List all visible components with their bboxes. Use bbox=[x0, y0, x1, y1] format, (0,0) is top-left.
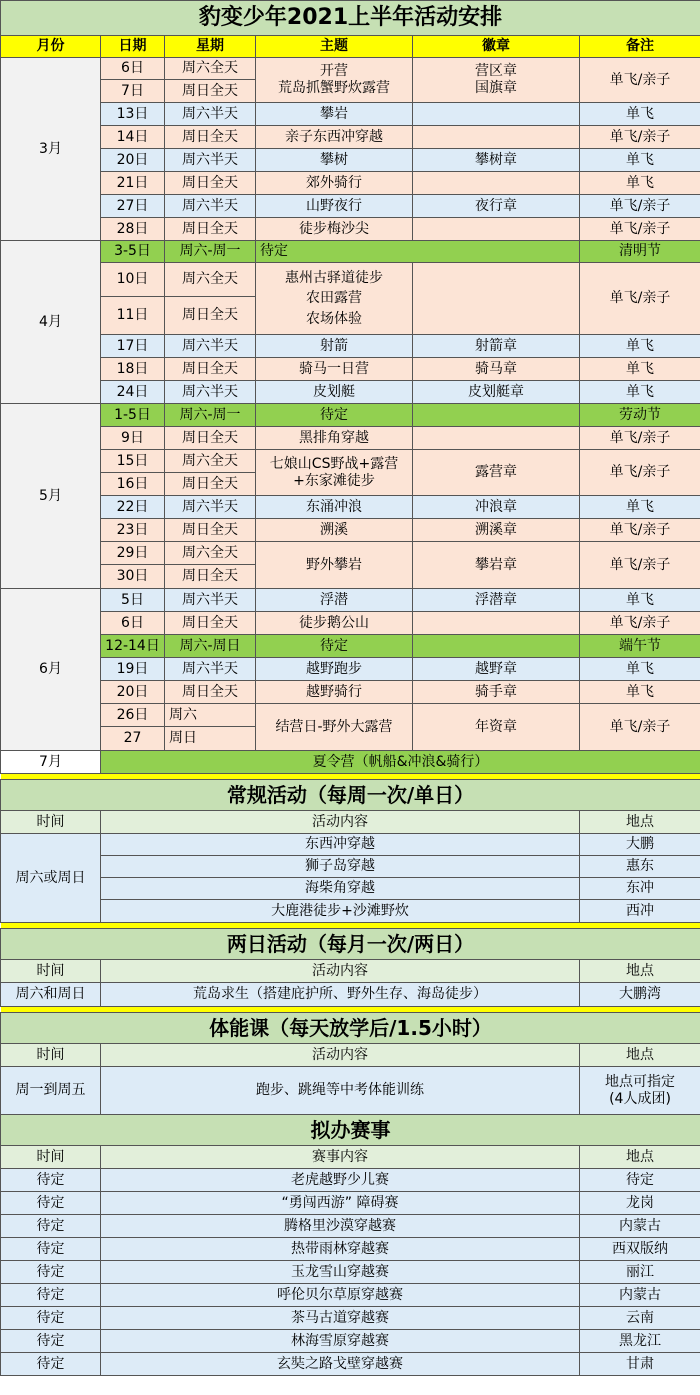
note-cell: 单飞 bbox=[580, 589, 700, 612]
place-cell: 大鹏湾 bbox=[580, 983, 700, 1007]
date-cell: 26日 bbox=[101, 704, 165, 727]
header-weekday: 星期 bbox=[165, 36, 256, 58]
date-cell: 18日 bbox=[101, 358, 165, 381]
date-cell: 29日 bbox=[101, 542, 165, 565]
header-time: 时间 bbox=[1, 1146, 101, 1169]
badge-cell: 骑手章 bbox=[413, 681, 580, 704]
weekday-cell: 周六全天 bbox=[165, 263, 256, 297]
badge-cell: 骑马章 bbox=[413, 358, 580, 381]
month-cell: 6月 bbox=[1, 589, 101, 751]
note-cell: 单飞/亲子 bbox=[580, 263, 700, 335]
badge-cell: 营区章 国旗章 bbox=[413, 58, 580, 103]
content-cell: 腾格里沙漠穿越赛 bbox=[101, 1215, 580, 1238]
place-cell: 东冲 bbox=[580, 878, 700, 900]
note-cell: 单飞/亲子 bbox=[580, 126, 700, 149]
weekday-cell: 周六半天 bbox=[165, 496, 256, 519]
badge-cell: 攀岩章 bbox=[413, 542, 580, 589]
date-cell: 23日 bbox=[101, 519, 165, 542]
badge-cell: 皮划艇章 bbox=[413, 381, 580, 404]
weekday-cell: 周六半天 bbox=[165, 335, 256, 358]
section-title: 两日活动（每月一次/两日） bbox=[1, 929, 700, 960]
theme-cell: 徒步梅沙尖 bbox=[256, 218, 413, 241]
time-cell: 待定 bbox=[1, 1215, 101, 1238]
badge-cell: 溯溪章 bbox=[413, 519, 580, 542]
content-cell: 茶马古道穿越赛 bbox=[101, 1307, 580, 1330]
weekday-cell: 周日全天 bbox=[165, 519, 256, 542]
place-cell: 黑龙江 bbox=[580, 1330, 700, 1353]
place-cell: 内蒙古 bbox=[580, 1284, 700, 1307]
date-cell: 14日 bbox=[101, 126, 165, 149]
theme-cell: 攀岩 bbox=[256, 103, 413, 126]
weekday-cell: 周日 bbox=[165, 727, 256, 751]
weekday-cell: 周日全天 bbox=[165, 681, 256, 704]
theme-cell: 待定 bbox=[256, 241, 580, 263]
header-date: 日期 bbox=[101, 36, 165, 58]
date-cell: 30日 bbox=[101, 565, 165, 589]
header-content: 活动内容 bbox=[101, 1044, 580, 1067]
badge-cell: 射箭章 bbox=[413, 335, 580, 358]
theme-cell: 溯溪 bbox=[256, 519, 413, 542]
theme-cell: 皮划艇 bbox=[256, 381, 413, 404]
badge-cell bbox=[413, 427, 580, 450]
header-note: 备注 bbox=[580, 36, 700, 58]
weekday-cell: 周六半天 bbox=[165, 149, 256, 172]
weekday-cell: 周六半天 bbox=[165, 589, 256, 612]
note-cell: 单飞 bbox=[580, 381, 700, 404]
note-cell: 单飞 bbox=[580, 103, 700, 126]
theme-cell: 惠州古驿道徒步 农田露营 农场体验 bbox=[256, 263, 413, 335]
place-cell: 内蒙古 bbox=[580, 1215, 700, 1238]
weekday-cell: 周日全天 bbox=[165, 172, 256, 195]
time-cell: 待定 bbox=[1, 1330, 101, 1353]
weekday-cell: 周日全天 bbox=[165, 473, 256, 496]
date-cell: 1-5日 bbox=[101, 404, 165, 427]
theme-cell: 徒步鹅公山 bbox=[256, 612, 413, 635]
date-cell: 17日 bbox=[101, 335, 165, 358]
theme-cell: 郊外骑行 bbox=[256, 172, 413, 195]
time-cell: 待定 bbox=[1, 1353, 101, 1376]
content-cell: “勇闯西游” 障碍赛 bbox=[101, 1192, 580, 1215]
header-time: 时间 bbox=[1, 1044, 101, 1067]
date-cell: 7日 bbox=[101, 80, 165, 103]
badge-cell: 冲浪章 bbox=[413, 496, 580, 519]
content-cell: 海柴角穿越 bbox=[101, 878, 580, 900]
date-cell: 27日 bbox=[101, 195, 165, 218]
note-cell: 单飞/亲子 bbox=[580, 58, 700, 103]
weekday-cell: 周日全天 bbox=[165, 612, 256, 635]
time-cell: 待定 bbox=[1, 1169, 101, 1192]
date-cell: 27 bbox=[101, 727, 165, 751]
date-cell: 5日 bbox=[101, 589, 165, 612]
note-cell: 单飞/亲子 bbox=[580, 519, 700, 542]
badge-cell bbox=[413, 635, 580, 658]
date-cell: 12-14日 bbox=[101, 635, 165, 658]
summer-camp-cell: 夏令营（帆船&冲浪&骑行） bbox=[101, 751, 700, 774]
theme-cell: 野外攀岩 bbox=[256, 542, 413, 589]
weekday-cell: 周六全天 bbox=[165, 450, 256, 473]
header-place: 地点 bbox=[580, 1044, 700, 1067]
weekday-cell: 周六-周日 bbox=[165, 635, 256, 658]
place-cell: 惠东 bbox=[580, 856, 700, 878]
theme-cell: 射箭 bbox=[256, 335, 413, 358]
content-cell: 跑步、跳绳等中考体能训练 bbox=[101, 1067, 580, 1115]
time-cell: 待定 bbox=[1, 1192, 101, 1215]
content-cell: 荒岛求生（搭建庇护所、野外生存、海岛徒步） bbox=[101, 983, 580, 1007]
header-time: 时间 bbox=[1, 960, 101, 983]
header-content: 赛事内容 bbox=[101, 1146, 580, 1169]
date-cell: 13日 bbox=[101, 103, 165, 126]
content-cell: 狮子岛穿越 bbox=[101, 856, 580, 878]
weekday-cell: 周日全天 bbox=[165, 80, 256, 103]
date-cell: 24日 bbox=[101, 381, 165, 404]
header-content: 活动内容 bbox=[101, 960, 580, 983]
note-cell: 单飞/亲子 bbox=[580, 195, 700, 218]
date-cell: 16日 bbox=[101, 473, 165, 496]
note-cell: 端午节 bbox=[580, 635, 700, 658]
note-cell: 单飞/亲子 bbox=[580, 612, 700, 635]
section-title: 常规活动（每周一次/单日） bbox=[1, 780, 700, 811]
time-cell: 待定 bbox=[1, 1238, 101, 1261]
weekday-cell: 周六半天 bbox=[165, 381, 256, 404]
weekday-cell: 周六半天 bbox=[165, 658, 256, 681]
theme-cell: 山野夜行 bbox=[256, 195, 413, 218]
theme-cell: 攀树 bbox=[256, 149, 413, 172]
note-cell: 劳动节 bbox=[580, 404, 700, 427]
time-cell: 待定 bbox=[1, 1261, 101, 1284]
section-title: 体能课（每天放学后/1.5小时） bbox=[1, 1013, 700, 1044]
weekday-cell: 周六-周一 bbox=[165, 241, 256, 263]
content-cell: 老虎越野少儿赛 bbox=[101, 1169, 580, 1192]
content-cell: 大鹿港徒步+沙滩野炊 bbox=[101, 900, 580, 923]
weekday-cell: 周日全天 bbox=[165, 126, 256, 149]
date-cell: 19日 bbox=[101, 658, 165, 681]
weekday-cell: 周日全天 bbox=[165, 427, 256, 450]
content-cell: 热带雨林穿越赛 bbox=[101, 1238, 580, 1261]
theme-cell: 黑排角穿越 bbox=[256, 427, 413, 450]
content-cell: 东西冲穿越 bbox=[101, 834, 580, 856]
badge-cell bbox=[413, 126, 580, 149]
badge-cell bbox=[413, 218, 580, 241]
note-cell: 单飞 bbox=[580, 358, 700, 381]
weekday-cell: 周六全天 bbox=[165, 542, 256, 565]
theme-cell: 亲子东西冲穿越 bbox=[256, 126, 413, 149]
note-cell: 单飞 bbox=[580, 149, 700, 172]
date-cell: 22日 bbox=[101, 496, 165, 519]
header-place: 地点 bbox=[580, 811, 700, 834]
badge-cell bbox=[413, 103, 580, 126]
date-cell: 15日 bbox=[101, 450, 165, 473]
time-cell: 周六和周日 bbox=[1, 983, 101, 1007]
note-cell: 单飞/亲子 bbox=[580, 450, 700, 496]
content-cell: 玄奘之路戈壁穿越赛 bbox=[101, 1353, 580, 1376]
header-time: 时间 bbox=[1, 811, 101, 834]
content-cell: 呼伦贝尔草原穿越赛 bbox=[101, 1284, 580, 1307]
place-cell: 待定 bbox=[580, 1169, 700, 1192]
weekday-cell: 周六 bbox=[165, 704, 256, 727]
note-cell: 单飞/亲子 bbox=[580, 704, 700, 751]
date-cell: 6日 bbox=[101, 612, 165, 635]
place-cell: 西双版纳 bbox=[580, 1238, 700, 1261]
date-cell: 9日 bbox=[101, 427, 165, 450]
badge-cell: 露营章 bbox=[413, 450, 580, 496]
badge-cell: 浮潜章 bbox=[413, 589, 580, 612]
badge-cell: 年资章 bbox=[413, 704, 580, 751]
theme-cell: 越野骑行 bbox=[256, 681, 413, 704]
header-month: 月份 bbox=[1, 36, 101, 58]
content-cell: 玉龙雪山穿越赛 bbox=[101, 1261, 580, 1284]
date-cell: 21日 bbox=[101, 172, 165, 195]
month-cell: 5月 bbox=[1, 404, 101, 589]
header-badge: 徽章 bbox=[413, 36, 580, 58]
note-cell: 单飞/亲子 bbox=[580, 218, 700, 241]
place-cell: 丽江 bbox=[580, 1261, 700, 1284]
weekday-cell: 周六全天 bbox=[165, 58, 256, 80]
badge-cell bbox=[413, 404, 580, 427]
badge-cell bbox=[413, 172, 580, 195]
time-cell: 周六或周日 bbox=[1, 834, 101, 923]
weekday-cell: 周日全天 bbox=[165, 358, 256, 381]
badge-cell bbox=[413, 263, 580, 335]
note-cell: 单飞/亲子 bbox=[580, 542, 700, 589]
date-cell: 20日 bbox=[101, 149, 165, 172]
note-cell: 单飞 bbox=[580, 658, 700, 681]
theme-cell: 七娘山CS野战+露营 +东家滩徒步 bbox=[256, 450, 413, 496]
weekday-cell: 周六半天 bbox=[165, 195, 256, 218]
date-cell: 10日 bbox=[101, 263, 165, 297]
badge-cell: 夜行章 bbox=[413, 195, 580, 218]
header-content: 活动内容 bbox=[101, 811, 580, 834]
theme-cell: 结营日-野外大露营 bbox=[256, 704, 413, 751]
place-cell: 地点可指定 (4人成团) bbox=[580, 1067, 700, 1115]
date-cell: 3-5日 bbox=[101, 241, 165, 263]
weekday-cell: 周六半天 bbox=[165, 103, 256, 126]
badge-cell bbox=[413, 612, 580, 635]
content-cell: 林海雪原穿越赛 bbox=[101, 1330, 580, 1353]
place-cell: 龙岗 bbox=[580, 1192, 700, 1215]
note-cell: 单飞 bbox=[580, 681, 700, 704]
header-place: 地点 bbox=[580, 1146, 700, 1169]
month-cell: 3月 bbox=[1, 58, 101, 241]
weekday-cell: 周六-周一 bbox=[165, 404, 256, 427]
date-cell: 11日 bbox=[101, 297, 165, 335]
place-cell: 甘肃 bbox=[580, 1353, 700, 1376]
time-cell: 待定 bbox=[1, 1284, 101, 1307]
theme-cell: 开营 荒岛抓蟹野炊露营 bbox=[256, 58, 413, 103]
time-cell: 周一到周五 bbox=[1, 1067, 101, 1115]
theme-cell: 骑马一日营 bbox=[256, 358, 413, 381]
date-cell: 6日 bbox=[101, 58, 165, 80]
date-cell: 20日 bbox=[101, 681, 165, 704]
theme-cell: 越野跑步 bbox=[256, 658, 413, 681]
note-cell: 单飞 bbox=[580, 496, 700, 519]
header-place: 地点 bbox=[580, 960, 700, 983]
weekday-cell: 周日全天 bbox=[165, 297, 256, 335]
month-cell: 7月 bbox=[1, 751, 101, 774]
regular-activities-table bbox=[0, 774, 700, 1376]
badge-cell: 攀树章 bbox=[413, 149, 580, 172]
note-cell: 单飞/亲子 bbox=[580, 427, 700, 450]
weekday-cell: 周日全天 bbox=[165, 565, 256, 589]
note-cell: 单飞 bbox=[580, 172, 700, 195]
theme-cell: 待定 bbox=[256, 635, 413, 658]
theme-cell: 浮潜 bbox=[256, 589, 413, 612]
badge-cell: 越野章 bbox=[413, 658, 580, 681]
date-cell: 28日 bbox=[101, 218, 165, 241]
place-cell: 云南 bbox=[580, 1307, 700, 1330]
note-cell: 清明节 bbox=[580, 241, 700, 263]
theme-cell: 待定 bbox=[256, 404, 413, 427]
place-cell: 大鹏 bbox=[580, 834, 700, 856]
page-title: 豹变少年2021上半年活动安排 bbox=[1, 1, 700, 36]
time-cell: 待定 bbox=[1, 1307, 101, 1330]
weekday-cell: 周日全天 bbox=[165, 218, 256, 241]
month-cell: 4月 bbox=[1, 241, 101, 404]
header-theme: 主题 bbox=[256, 36, 413, 58]
place-cell: 西冲 bbox=[580, 900, 700, 923]
note-cell: 单飞 bbox=[580, 335, 700, 358]
theme-cell: 东涌冲浪 bbox=[256, 496, 413, 519]
section-title: 拟办赛事 bbox=[1, 1115, 700, 1146]
